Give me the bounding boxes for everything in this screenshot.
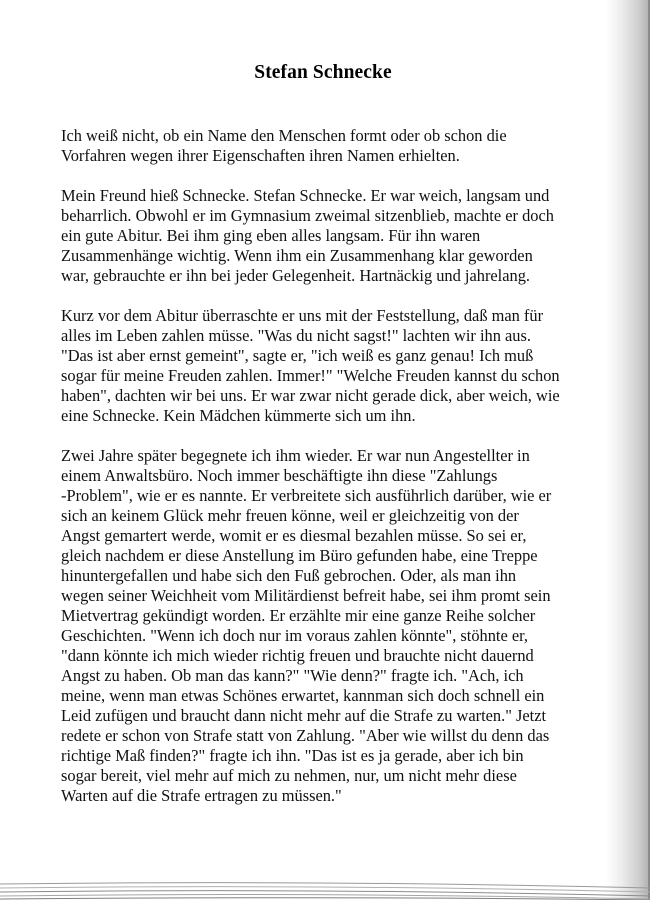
text-line: "dann könnte ich mich wieder richtig freuen und brauchte nicht dauernd xyxy=(61,646,534,665)
text-line: -Problem", wie er es nannte. Er verbreitete sich ausführlich darüber, wie er xyxy=(61,486,552,505)
text-line: "Das ist aber ernst gemeint", sagte er, "ich weiß es ganz genau! Ich muß xyxy=(61,346,534,365)
document-title: Stefan Schnecke xyxy=(254,62,392,83)
text-line: eine Schnecke. Kein Mädchen kümmerte sich um ihn. xyxy=(61,406,416,425)
text-line: Zwei Jahre später begegnete ich ihm wieder. Er war nun Angestellter in xyxy=(61,446,530,465)
text-line: Angst zu haben. Ob man das kann?" "Wie denn?" fragte ich. "Ach, ich xyxy=(61,666,524,685)
paragraph-1 xyxy=(61,126,621,166)
text-line: alles im Leben zahlen müsse. "Was du nicht sagst!" lachten wir ihn aus. xyxy=(61,326,531,345)
text-line: wegen seiner Weichheit vom Militärdienst befreit habe, sei ihm promt sein xyxy=(61,586,551,605)
text-line: gleich nachdem er diese Anstellung im Büro gefunden habe, eine Treppe xyxy=(61,546,538,565)
paragraph-4 xyxy=(61,446,621,806)
paragraph-2 xyxy=(61,186,621,286)
text-line: einem Anwaltsbüro. Noch immer beschäftigte ihn diese "Zahlungs xyxy=(61,466,498,485)
text-line: Warten auf die Strafe ertragen zu müssen." xyxy=(61,786,342,805)
text-line: war, gebrauchte er ihn bei jeder Gelegenheit. Hartnäckig und jahrelang. xyxy=(61,266,530,285)
text-line: Mietvertrag gekündigt worden. Er erzählte mir eine ganze Reihe solcher xyxy=(61,606,536,625)
text-line: haben", dachten wir bei uns. Er war zwar nicht gerade dick, aber weich, wie xyxy=(61,386,560,405)
page-stack-edges xyxy=(0,878,650,900)
text-line: ein gute Abitur. Bei ihm ging eben alles langsam. Für ihn waren xyxy=(61,226,481,245)
text-line: Zusammenhänge wichtig. Wenn ihm ein Zusammenhang klar geworden xyxy=(61,246,533,265)
text-line: Mein Freund hieß Schnecke. Stefan Schnecke. Er war weich, langsam und xyxy=(61,186,550,205)
text-line: Vorfahren wegen ihrer Eigenschaften ihren Namen erhielten. xyxy=(61,146,460,165)
text-line: Leid zufügen und braucht dann nicht mehr auf die Strafe zu warten." Jetzt xyxy=(61,706,547,725)
text-line: Geschichten. "Wenn ich doch nur im voraus zahlen könnte", stöhnte er, xyxy=(61,626,529,645)
text-line: sogar für meine Freuden zahlen. Immer!" "Welche Freuden kannst du schon xyxy=(61,366,560,385)
text-line: richtige Maß finden?" fragte ich ihn. "Das ist es ja gerade, aber ich bin xyxy=(61,746,524,765)
text-line: Ich weiß nicht, ob ein Name den Menschen formt oder ob schon die xyxy=(61,126,507,145)
text-line: Angst gemartert werde, womit er es diesmal bezahlen müsse. So sei er, xyxy=(61,526,527,545)
text-line: meine, wenn man etwas Schönes erwartet, kannman sich doch schnell ein xyxy=(61,686,545,705)
text-line: beharrlich. Obwohl er im Gymnasium zweimal sitzenblieb, machte er doch xyxy=(61,206,554,225)
document-body xyxy=(61,126,621,826)
page-stack-lines xyxy=(0,878,650,900)
text-line: Kurz vor dem Abitur überraschte er uns mit der Feststellung, daß man für xyxy=(61,306,544,325)
text-line: redete er schon von Strafe statt von Zahlung. "Aber wie willst du denn das xyxy=(61,726,550,745)
text-line: sogar bereit, viel mehr auf mich zu nehmen, nur, um nicht mehr diese xyxy=(61,766,517,785)
paragraph-3 xyxy=(61,306,621,426)
text-line: hinuntergefallen und habe sich den Fuß gebrochen. Oder, als man ihn xyxy=(61,566,517,585)
text-line: sich an keinem Glück mehr freuen könne, weil er gleichzeitig von der xyxy=(61,506,519,525)
